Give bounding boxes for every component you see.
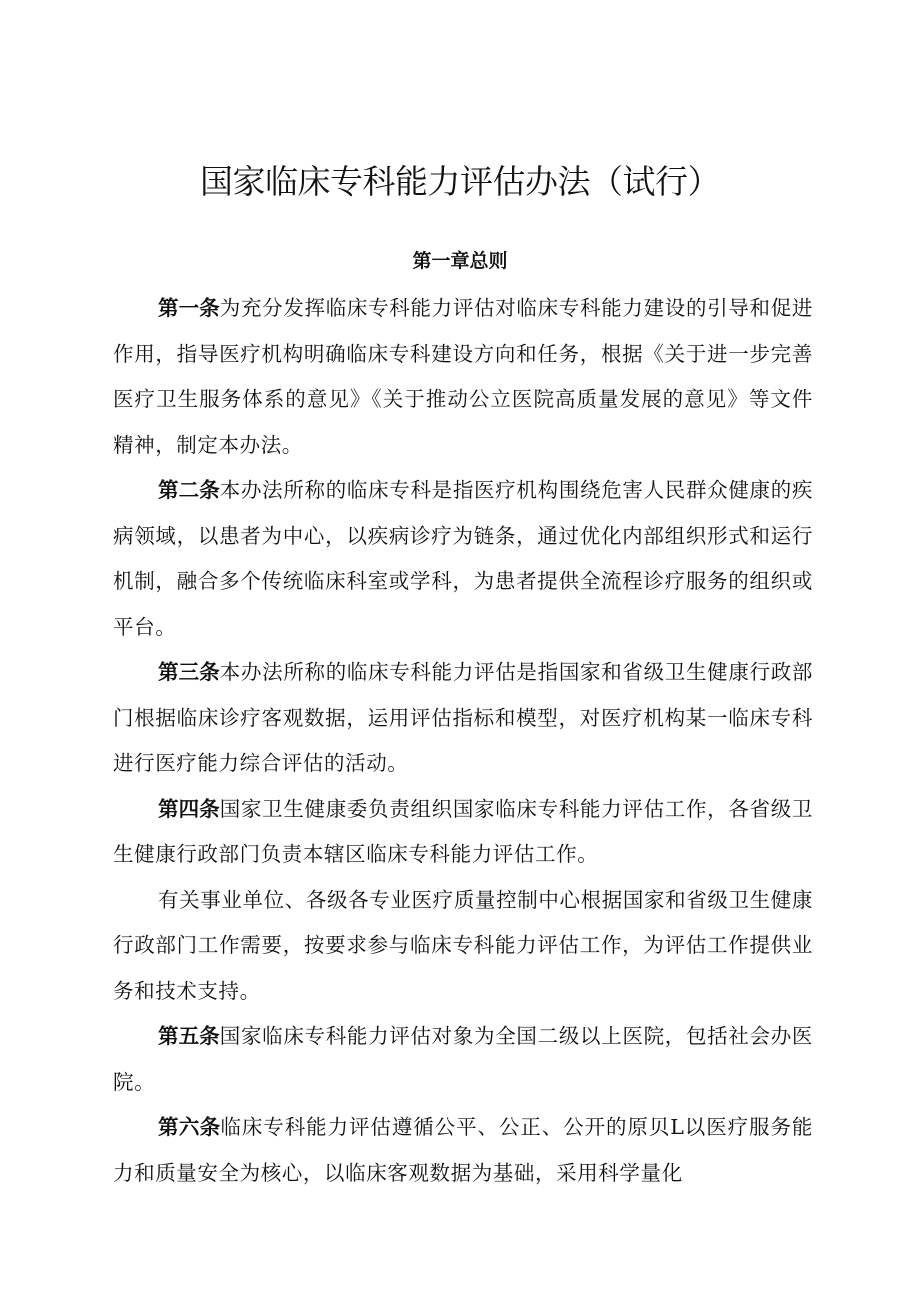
article-label: 第一条 [158,296,220,320]
article-4 [113,787,813,878]
article-label: 第五条 [158,1024,220,1048]
article-text: 本办法所称的临床专科是指医疗机构围绕危害人民群众健康的疾病领域，以患者为中心，以疾病诊疗为链条，通过优化内部组织形式和运行机制，融合多个传统临床科室或学科，为患者提供全流程诊疗服务的组织或平台。 [113,478,813,639]
article-label: 第三条 [158,660,220,684]
article-4-clause-2 [113,878,813,1015]
article-text: 为充分发挥临床专科能力评估对临床专科能力建设的引导和促进作用，指导医疗机构明确临床专科建设方向和任务，根据《关于进一步完善医疗卫生服务体系的意见》《关于推动公立医院高质量发展的意见》等文件精神，制定本办法。 [113,296,813,457]
document-title: 国家临床专科能力评估办法（试行） [200,162,720,201]
article-3 [113,650,813,787]
article-1 [113,286,813,468]
article-label: 第四条 [158,796,220,821]
article-text: 临床专科能力评估遵循公平、公正、公开的原贝L以医疗服务能力和质量安全为核心，以临床客观数据为基础，采用科学量化 [113,1115,814,1185]
document-body [113,286,813,1196]
article-6 [113,1105,813,1196]
chapter-heading: 第一章总则 [412,250,508,272]
article-label: 第二条 [158,478,220,502]
article-label: 第六条 [158,1115,221,1139]
article-text: 国家卫生健康委负责组织国家临床专科能力评估工作，各省级卫生健康行政部门负责本辖区临床专科能力评估工作。 [113,796,813,866]
article-text: 本办法所称的临床专科能力评估是指国家和省级卫生健康行政部门根据临床诊疗客观数据，运用评估指标和模型，对医疗机构某一临床专科进行医疗能力综合评估的活动。 [113,660,813,775]
article-2 [113,468,813,650]
article-text: 有关事业单位、各级各专业医疗质量控制中心根据国家和省级卫生健康行政部门工作需要，按要求参与临床专科能力评估工作，为评估工作提供业务和技术支持。 [113,887,813,1003]
article-5 [113,1014,813,1105]
article-text: 国家临床专科能力评估对象为全国二级以上医院，包括社会办医院。 [113,1024,813,1094]
